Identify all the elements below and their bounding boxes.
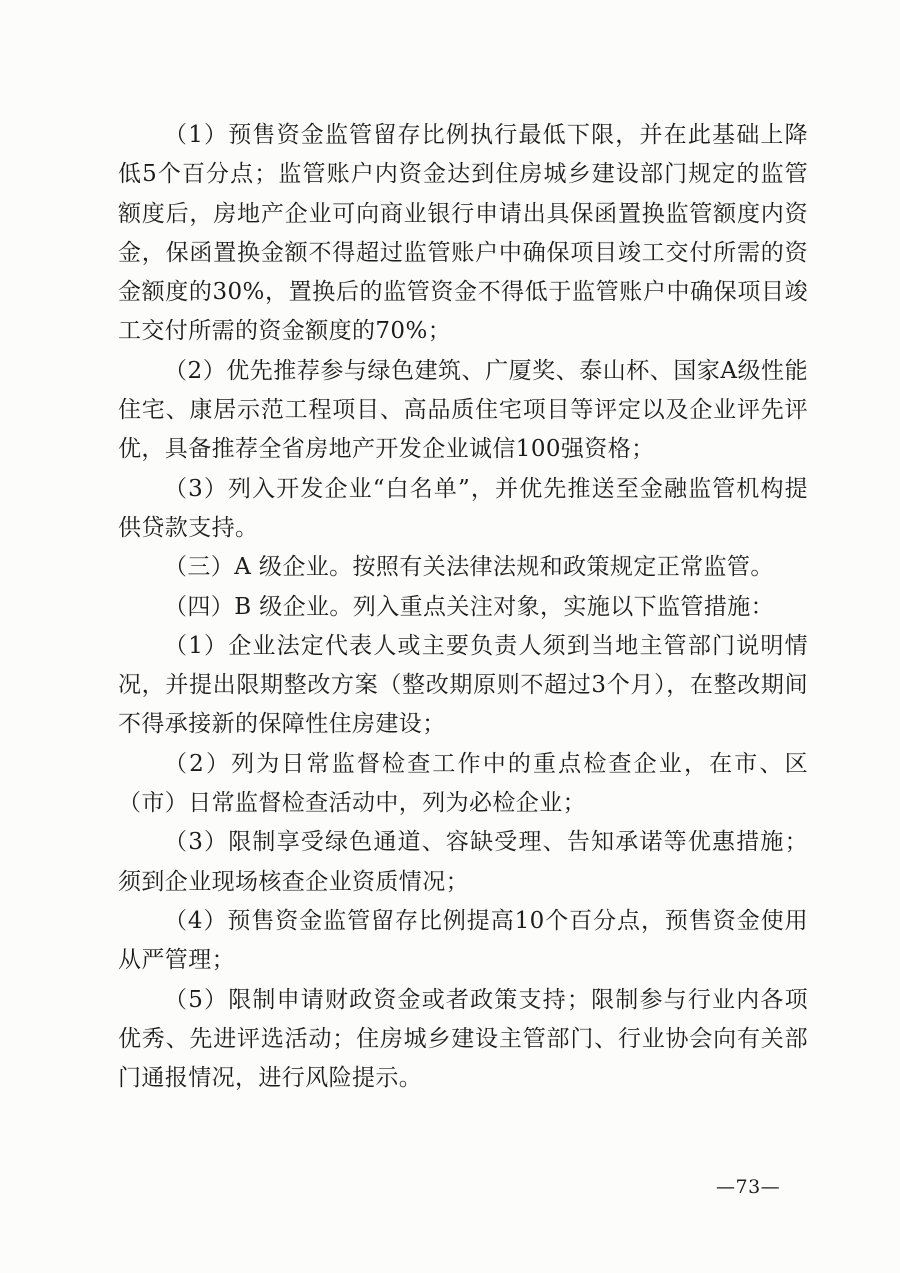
paragraph-rectification-plan: （1）企业法定代表人或主要负责人须到当地主管部门说明情况，并提出限期整改方案（整改期原则不超过3个月），在整改期间不得承接新的保障性住房建设；: [118, 632, 808, 738]
paragraph-white-list: （3）列入开发企业“白名单”，并优先推送至金融监管机构提供贷款支持。: [118, 475, 808, 541]
paragraph-grade-a-enterprise: （三）A 级企业。按照有关法律法规和政策规定正常监管。: [164, 554, 774, 581]
body-text: [118, 116, 808, 1098]
paragraph-grade-b-enterprise: （四）B 级企业。列入重点关注对象，实施以下监管措施：: [164, 593, 775, 620]
paragraph-presale-fund-retention: （1）预售资金监管留存比例执行最低下限，并在此基础上降低5个百分点；监管账户内资金达到住房城乡建设部门规定的监管额度后，房地产企业可向商业银行申请出具保函置换监管额度内资金，保函置换金额不得超过监管账户中确保项目竣工交付所需的资金额度的30%，置换后的监管资金不得低于监管账户中确保项目竣工交付所需的资金额度的70%；: [118, 122, 808, 345]
paragraph-restrict-green-channel: （3）限制享受绿色通道、容缺受理、告知承诺等优惠措施；须到企业现场核查企业资质情况；: [118, 829, 808, 895]
paragraph-priority-recommendation: （2）优先推荐参与绿色建筑、广厦奖、泰山杯、国家A级性能住宅、康居示范工程项目、高品质住宅项目等评定以及企业评先评优，具备推荐全省房地产开发企业诚信100强资格；: [118, 357, 808, 463]
paragraph-increase-retention: （4）预售资金监管留存比例提高10个百分点，预售资金使用从严管理；: [118, 907, 808, 974]
paragraph-key-inspection: （2）列为日常监督检查工作中的重点检查企业，在市、区（市）日常监督检查活动中，列为必检企业；: [118, 750, 808, 817]
paragraph-restrict-funding: （5）限制申请财政资金或者政策支持；限制参与行业内各项优秀、先进评选活动；住房城乡建设主管部门、行业协会向有关部门通报情况，进行风险提示。: [118, 986, 808, 1092]
page-number: —73—: [716, 1176, 781, 1198]
